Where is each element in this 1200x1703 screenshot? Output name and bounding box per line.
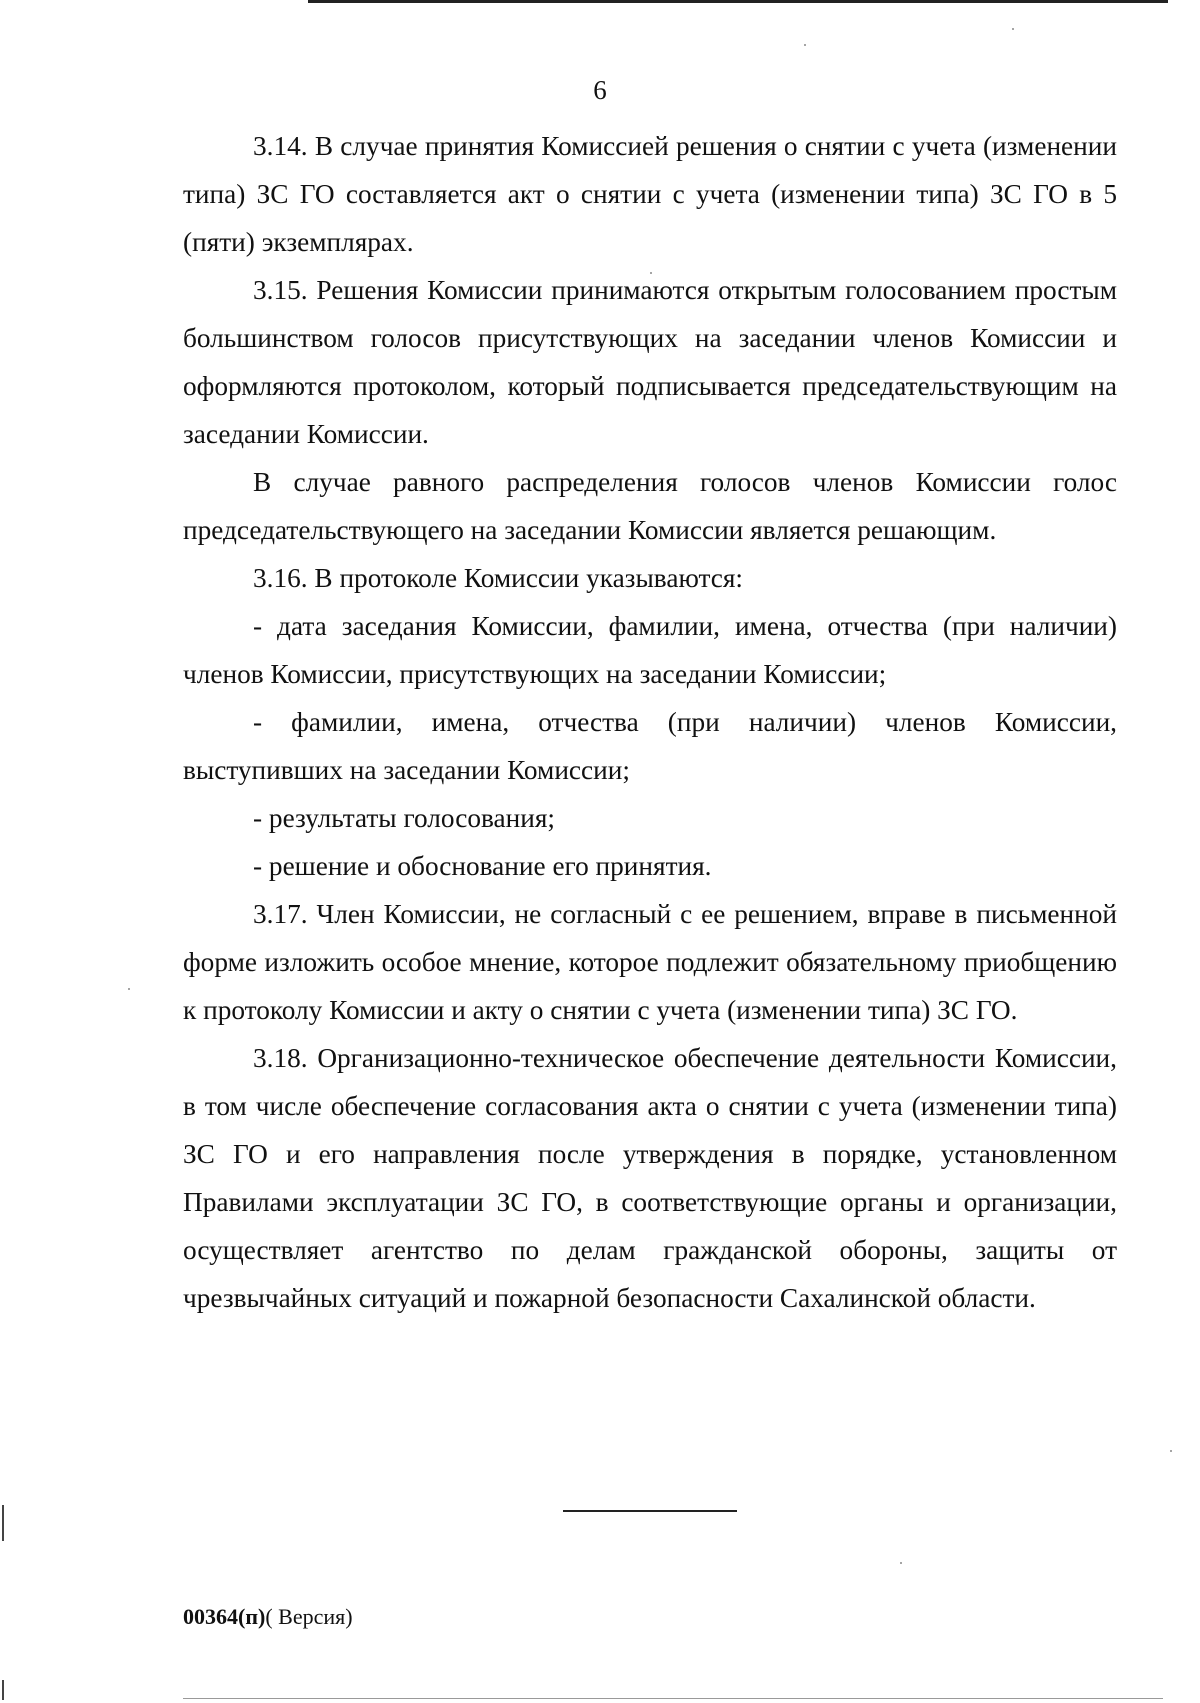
top-border-line [308,0,1168,3]
paragraph-3-18: 3.18. Организационно-техническое обеспечение деятельности Комиссии, в том числе обеспечение согласования акта о снятии с учета (изменении типа) ЗС ГО и его направления после утверждения в порядке, установленном Правилами эксплуатации ЗС ГО, в соответствующие органы и организации, осуществляет агентство по делам гражданской обороны, защиты от чрезвычайных ситуаций и пожарной безопасности Сахалинской области. [183,1043,1117,1313]
list-item-speakers: - фамилии, имена, отчества (при наличии) членов Комиссии, выступивших на заседании Комиссии; [183,707,1117,785]
list-item-voting-results: - результаты голосования; [253,803,555,833]
end-of-text-divider [563,1510,737,1512]
document-code: 00364(п) [183,1604,266,1629]
scan-speck [1170,1450,1172,1452]
scan-speck [128,988,130,990]
scan-speck [900,1562,902,1564]
scan-edge-mark [2,1505,4,1541]
bottom-border-line [183,1698,1163,1699]
paragraph-3-14: 3.14. В случае принятия Комиссией решения о снятии с учета (изменении типа) ЗС ГО составляется акт о снятии с учета (изменении типа) ЗС ГО в 5 (пяти) экземплярах. [183,131,1117,257]
list-item-decision: - решение и обоснование его принятия. [253,851,712,881]
paragraph-3-16: 3.16. В протоколе Комиссии указываются: [253,563,743,593]
document-body [183,122,1117,1322]
scan-speck [650,272,652,274]
page-number: 6 [593,75,607,105]
scan-speck [804,44,806,46]
scan-edge-mark [2,1680,4,1700]
scan-speck [1012,28,1014,30]
paragraph-3-15: 3.15. Решения Комиссии принимаются открытым голосованием простым большинством голосов присутствующих на заседании членов Комиссии и оформляются протоколом, который подписывается председательствующим на заседании Комиссии. [183,275,1117,449]
list-item-meeting-date: - дата заседания Комиссии, фамилии, имена, отчества (при наличии) членов Комиссии, присутствующих на заседании Комиссии; [183,611,1117,689]
paragraph-tie-vote: В случае равного распределения голосов членов Комиссии голос председательствующего на заседании Комиссии является решающим. [183,467,1117,545]
paragraph-3-17: 3.17. Член Комиссии, не согласный с ее решением, вправе в письменной форме изложить особое мнение, которое подлежит обязательному приобщению к протоколу Комиссии и акту о снятии с учета (изменении типа) ЗС ГО. [183,899,1117,1025]
document-footer [183,1604,353,1630]
document-version: ( Версия) [265,1604,353,1629]
